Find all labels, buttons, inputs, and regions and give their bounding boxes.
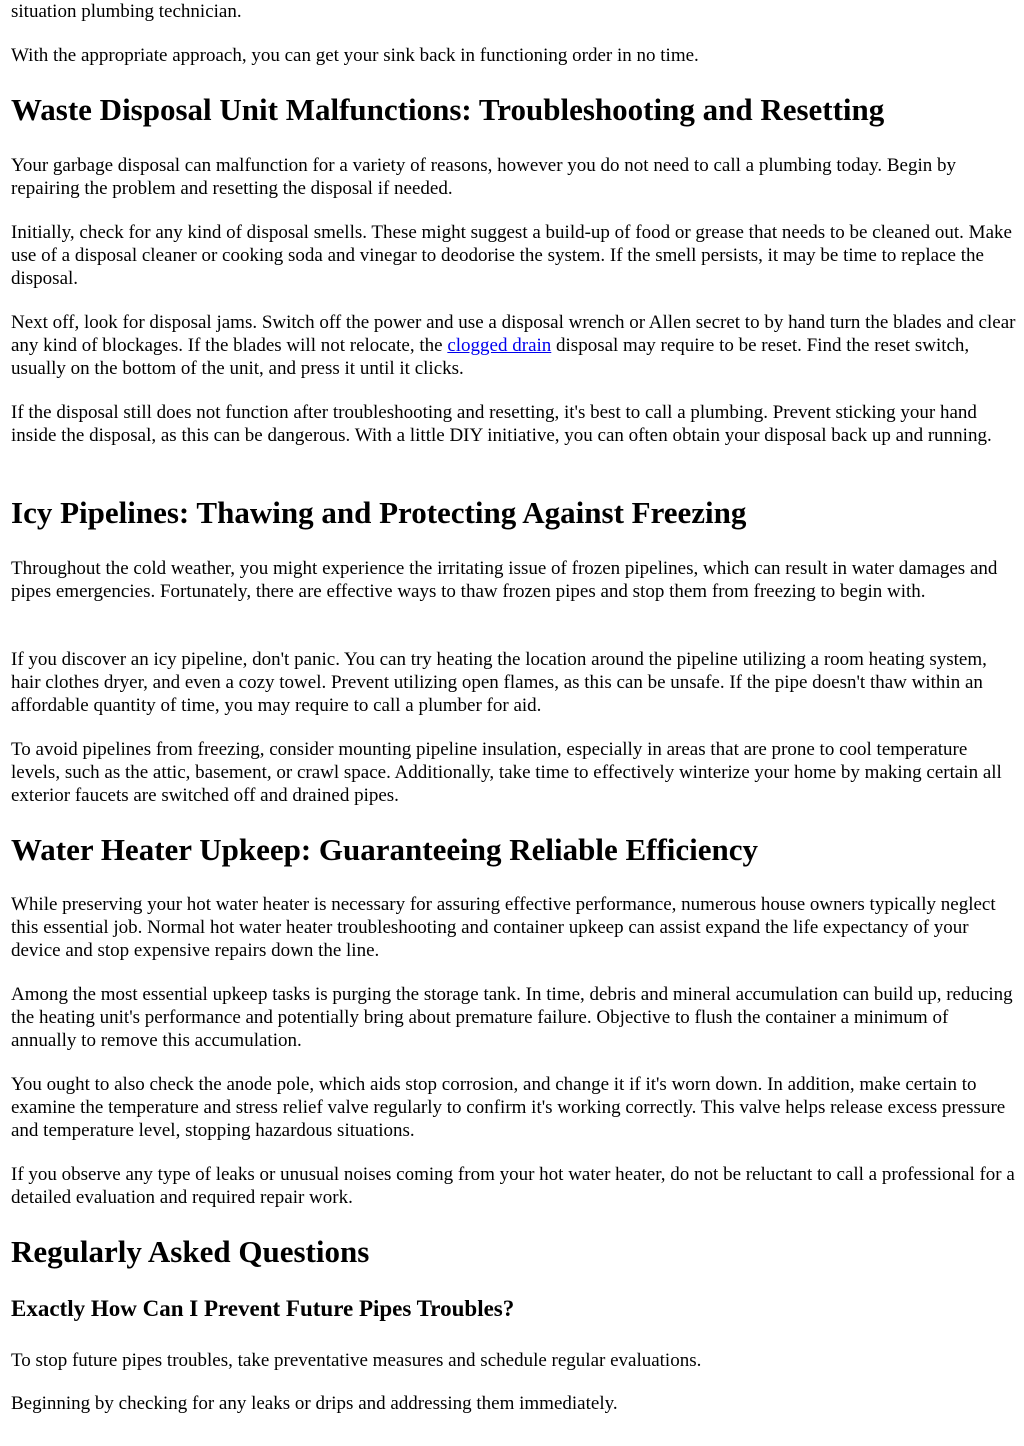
- paragraph-appropriate-approach: With the appropriate approach, you can get your sink back in functioning order in no time.: [11, 45, 699, 66]
- paragraph-checking-leaks: Beginning by checking for any leaks or drips and addressing them immediately.: [11, 1393, 618, 1414]
- paragraph-cold-weather: Throughout the cold weather, you might experience the irritating issue of frozen pipelines, which can result in water damages and pipes emergencies. Fortunately, there are effective ways to thaw frozen pipes and stop them from freezing to begin with.: [11, 558, 998, 603]
- paragraph-purging-tank: Among the most essential upkeep tasks is purging the storage tank. In time, debris and mineral accumulation can build up, reducing the heating unit's performance and potentially bring about premature failure. Objective to flush the container a minimum of annually to remove this accumulation.: [11, 984, 1013, 1052]
- paragraph-avoid-freezing: To avoid pipelines from freezing, consider mounting pipeline insulation, especially in areas that are prone to cool temperature levels, such as the attic, basement, or crawl space. Additionally, take time to effectively winterize your home by making certain all exterior faucets are switched off and drained pipes.: [11, 739, 1002, 807]
- paragraph-disposal-jams-text-end: disposal may require to be reset. Find the reset switch, usually on the bottom of the unit, and press it until it clicks.: [11, 335, 970, 380]
- paragraph-situation: situation plumbing technician.: [11, 1, 242, 22]
- paragraph-icy-pipeline: If you discover an icy pipeline, don't panic. You can try heating the location around the pipeline utilizing a room heating system, hair clothes dryer, and even a cozy towel. Prevent utilizing open flames, as this can be unsafe. If the pipe doesn't thaw within an affordable quantity of time, you may require to call a plumber for aid.: [11, 649, 987, 717]
- heading-faq: Regularly Asked Questions: [11, 1234, 370, 1269]
- paragraph-anode-pole: You ought to also check the anode pole, which aids stop corrosion, and change it if it's worn down. In addition, make certain to examine the temperature and stress relief valve regularly to confirm it's working correctly. This valve helps release excess pressure and temperature level, stopping hazardous situations.: [11, 1074, 1006, 1142]
- paragraph-preserving-heater: While preserving your hot water heater is necessary for assuring effective performance, numerous house owners typically neglect this essential job. Normal hot water heater troubleshooting and container upkeep can assist expand the life expectancy of your device and stop expensive repairs down the line.: [11, 894, 996, 962]
- question-prevent-future-troubles: Exactly How Can I Prevent Future Pipes Troubles?: [11, 1296, 515, 1321]
- heading-water-heater: Water Heater Upkeep: Guaranteeing Reliable Efficiency: [11, 832, 759, 867]
- paragraph-disposal-smells: Initially, check for any kind of disposal smells. These might suggest a build-up of food or grease that needs to be cleaned out. Make use of a disposal cleaner or cooking soda and vinegar to deodorise the system. If the smell persists, it may be time to replace the disposal.: [11, 222, 1012, 290]
- heading-waste-disposal: Waste Disposal Unit Malfunctions: Troubleshooting and Resetting: [11, 92, 885, 127]
- paragraph-disposal-jams: [11, 311, 1016, 381]
- paragraph-call-plumbing: If the disposal still does not function after troubleshooting and resetting, it's best to call a plumbing. Prevent sticking your hand inside the disposal, as this can be dangerous. With a little DIY initiative, you can often obtain your disposal back up and running.: [11, 402, 992, 447]
- paragraph-preventative-measures: To stop future pipes troubles, take preventative measures and schedule regular evaluations.: [11, 1350, 702, 1371]
- clogged-drain-link[interactable]: clogged drain: [447, 335, 552, 357]
- paragraph-garbage-disposal: Your garbage disposal can malfunction for a variety of reasons, however you do not need to call a plumbing today. Begin by repairing the problem and resetting the disposal if needed.: [11, 155, 957, 200]
- heading-icy-pipelines: Icy Pipelines: Thawing and Protecting Against Freezing: [11, 495, 747, 530]
- paragraph-leaks-noises: If you observe any type of leaks or unusual noises coming from your hot water heater, do not be reluctant to call a professional for a detailed evaluation and required repair work.: [11, 1164, 1015, 1209]
- paragraph-disposal-jams-text-start: Next off, look for disposal jams. Switch off the power and use a disposal wrench or Allen secret to by hand turn the blades and clear any kind of blockages. If the blades will not relocate, the: [11, 312, 1016, 357]
